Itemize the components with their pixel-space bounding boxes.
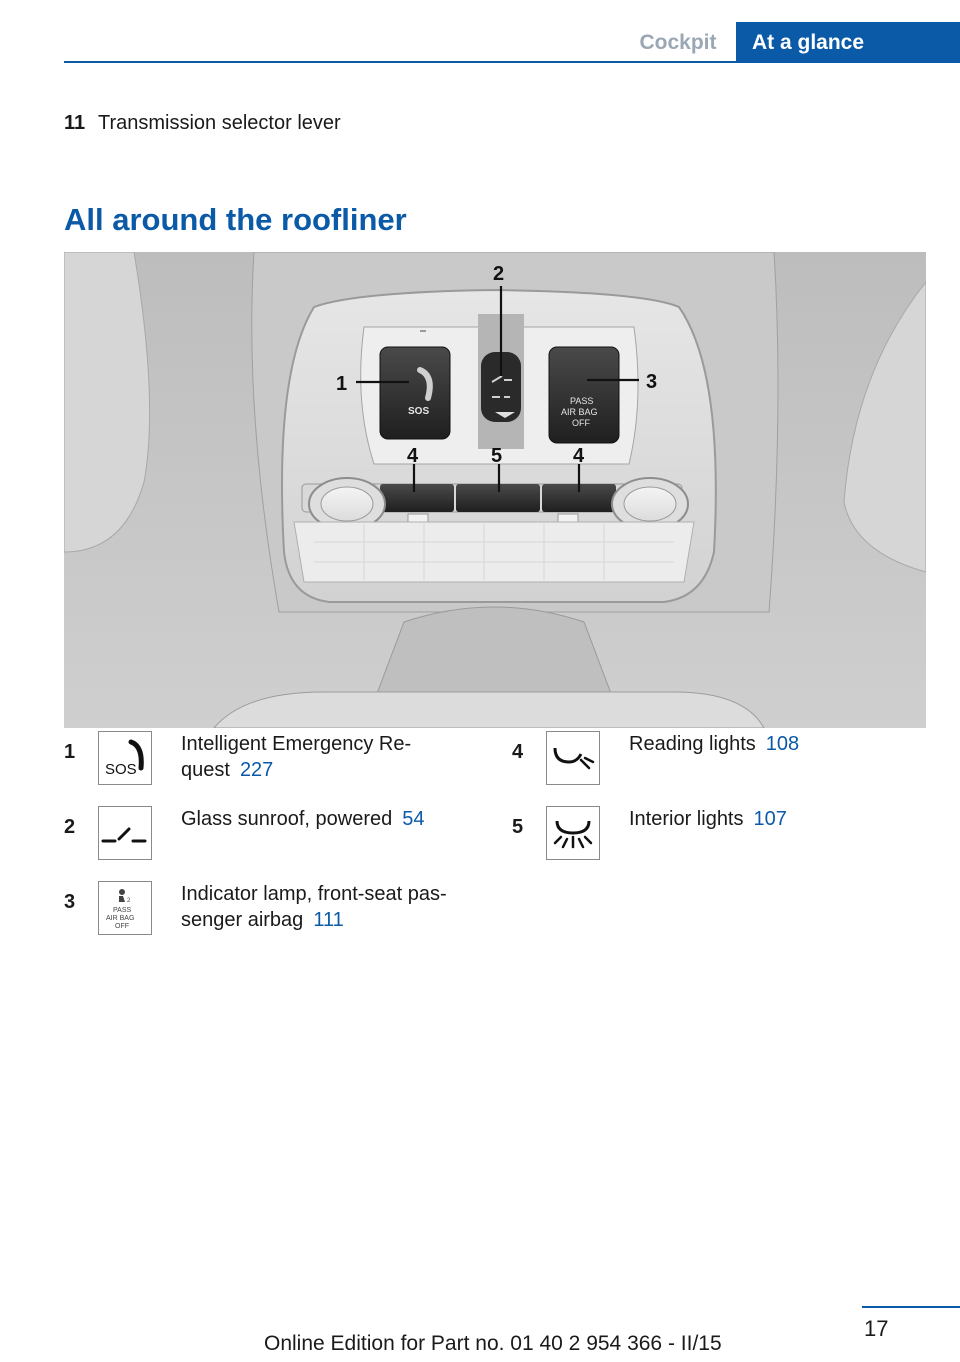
svg-text:2: 2 bbox=[127, 898, 131, 904]
legend-text: Glass sunroof, powered 54 bbox=[181, 808, 425, 830]
interior-light-icon bbox=[546, 806, 600, 860]
svg-text:PASS: PASS bbox=[570, 396, 594, 406]
callout-1: 1 bbox=[336, 373, 348, 395]
legend-number: 5 bbox=[512, 816, 524, 838]
svg-text:AIR BAG: AIR BAG bbox=[561, 407, 598, 417]
item-text: Transmission selector lever bbox=[98, 112, 341, 134]
section-title: All around the roofliner bbox=[64, 202, 407, 237]
sunroof-icon bbox=[98, 806, 152, 860]
svg-text:OFF: OFF bbox=[572, 418, 590, 428]
legend-item-5 bbox=[512, 808, 932, 876]
page-reference-link[interactable]: 227 bbox=[239, 759, 274, 781]
transmission-item bbox=[64, 112, 341, 135]
legend-text: Reading lights 108 bbox=[629, 733, 800, 755]
page-reference-link[interactable]: 108 bbox=[765, 733, 800, 755]
legend-number: 4 bbox=[512, 741, 524, 763]
legend-item-4 bbox=[512, 733, 932, 801]
reading-light-icon bbox=[546, 731, 600, 785]
callout-5: 5 bbox=[491, 445, 503, 467]
svg-text:SOS: SOS bbox=[408, 406, 430, 417]
legend-number: 1 bbox=[64, 741, 76, 763]
page-reference-link[interactable]: 111 bbox=[313, 909, 344, 931]
callout-4-right: 4 bbox=[573, 445, 585, 467]
callout-4-left: 4 bbox=[407, 445, 419, 467]
footer-edition: Online Edition for Part no. 01 40 2 954 366 - II/15 bbox=[264, 1332, 722, 1355]
svg-text:SOS: SOS bbox=[105, 761, 137, 778]
legend-text: Indicator lamp, front-seat pas- senger airbag 111 bbox=[181, 883, 447, 931]
svg-text:PASS: PASS bbox=[113, 907, 132, 914]
page-number: 17 bbox=[864, 1316, 889, 1341]
legend-item-1 bbox=[64, 733, 464, 801]
header-chapter[interactable]: At a glance bbox=[736, 22, 960, 62]
item-number: 11 bbox=[64, 112, 86, 134]
legend-number: 3 bbox=[64, 891, 76, 913]
page-number-rule bbox=[862, 1306, 960, 1308]
legend-number: 2 bbox=[64, 816, 76, 838]
legend-text: Intelligent Emergency Re- quest 227 bbox=[181, 733, 412, 781]
svg-text:AIR BAG: AIR BAG bbox=[106, 915, 135, 922]
legend-text: Interior lights 107 bbox=[629, 808, 787, 830]
page-reference-link[interactable]: 54 bbox=[402, 808, 425, 830]
callout-3: 3 bbox=[646, 371, 658, 393]
passenger-airbag-off-icon bbox=[98, 881, 152, 935]
legend-item-3 bbox=[64, 883, 464, 951]
sos-phone-icon bbox=[98, 731, 152, 785]
roofliner-illustration bbox=[64, 252, 926, 728]
page-reference-link[interactable]: 107 bbox=[753, 808, 787, 830]
legend-item-2 bbox=[64, 808, 464, 876]
header-section[interactable]: Cockpit bbox=[639, 31, 717, 54]
svg-text:OFF: OFF bbox=[115, 923, 129, 930]
callout-2: 2 bbox=[493, 263, 505, 285]
header-rule bbox=[64, 61, 960, 63]
